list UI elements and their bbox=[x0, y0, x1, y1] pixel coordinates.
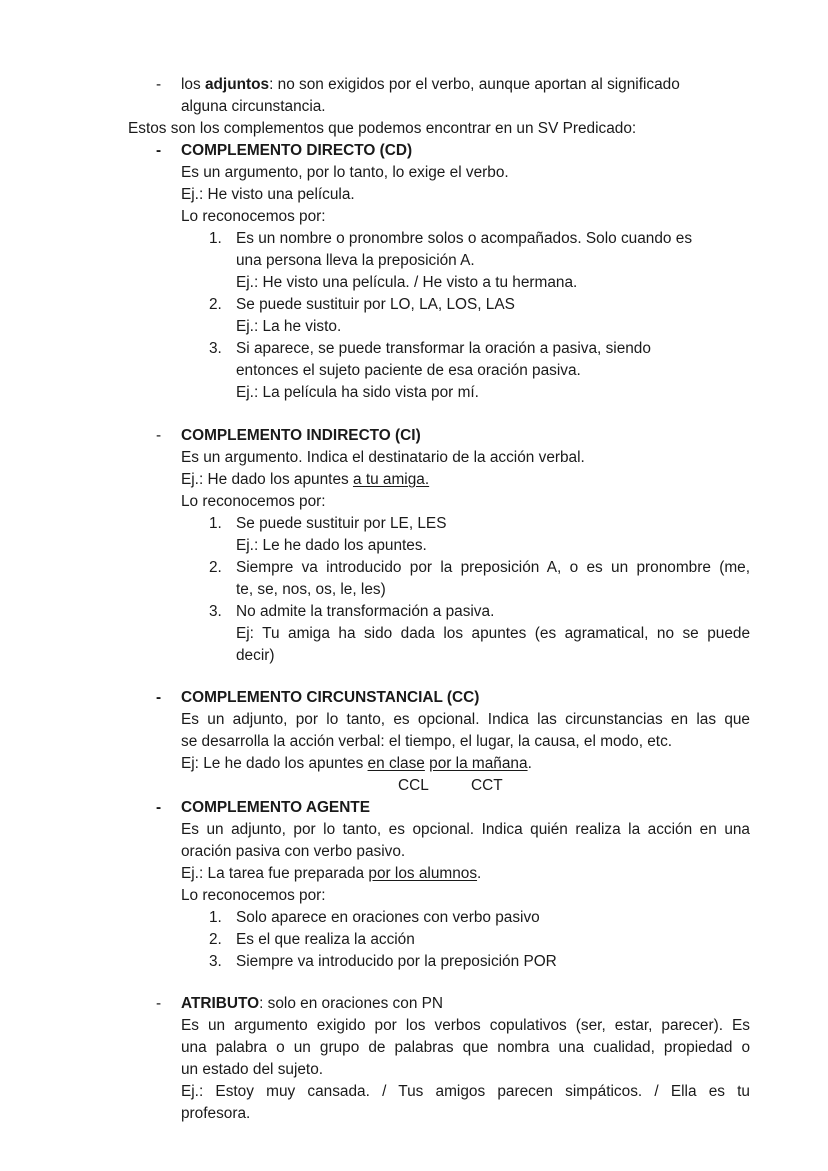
list-item-line: una persona lleva la preposición A. bbox=[236, 252, 475, 269]
list-number: 3. bbox=[209, 953, 222, 970]
list-item-line: decir) bbox=[236, 647, 275, 664]
bullet-dash: - bbox=[156, 142, 162, 159]
intro-paragraph: Estos son los complementos que podemos encontrar en un SV Predicado: bbox=[128, 120, 637, 137]
underlined-agente: por los alumnos bbox=[368, 865, 478, 882]
cd-recognize: Lo reconocemos por: bbox=[181, 208, 326, 225]
text-run: : solo en oraciones con PN bbox=[259, 995, 444, 1012]
bullet-dash: - bbox=[156, 995, 162, 1012]
heading-cc: COMPLEMENTO CIRCUNSTANCIAL (CC) bbox=[181, 689, 480, 706]
list-item-line: Siempre va introducido por la preposición A, o es un pronombre (me, bbox=[236, 559, 750, 576]
list-number: 2. bbox=[209, 931, 222, 948]
list-item-line: Ej: Tu amiga ha sido dada los apuntes (es agramatical, no se puede bbox=[236, 625, 750, 642]
list-number: 1. bbox=[209, 515, 222, 532]
atributo-line: una palabra o un grupo de palabras que nombra una cualidad, propiedad o bbox=[181, 1039, 750, 1056]
underlined-ccl: en clase bbox=[367, 755, 425, 772]
list-item-line: Si aparece, se puede transformar la oración a pasiva, siendo bbox=[236, 340, 651, 357]
underlined-ci: a tu amiga. bbox=[352, 471, 430, 488]
list-item-line: Ej.: He visto una película. / He visto a tu hermana. bbox=[236, 274, 578, 291]
heading-atributo: ATRIBUTO bbox=[181, 995, 260, 1012]
list-item-line: No admite la transformación a pasiva. bbox=[236, 603, 495, 620]
ci-description: Es un argumento. Indica el destinatario de la acción verbal. bbox=[181, 449, 585, 466]
list-item-line: Ej.: Le he dado los apuntes. bbox=[236, 537, 427, 554]
list-item-line: Solo aparece en oraciones con verbo pasivo bbox=[236, 909, 540, 926]
list-number: 3. bbox=[209, 603, 222, 620]
text-run: los bbox=[181, 76, 205, 93]
list-number: 2. bbox=[209, 559, 222, 576]
cc-example bbox=[181, 753, 532, 775]
list-number: 2. bbox=[209, 296, 222, 313]
text-run: . bbox=[477, 865, 482, 882]
list-item-line: Ej.: La he visto. bbox=[236, 318, 342, 335]
list-number: 1. bbox=[209, 909, 222, 926]
list-item-line: te, se, nos, os, le, les) bbox=[236, 581, 386, 598]
ci-recognize: Lo reconocemos por: bbox=[181, 493, 326, 510]
label-ccl: CCL bbox=[398, 777, 429, 794]
atributo-line: un estado del sujeto. bbox=[181, 1061, 324, 1078]
ci-example bbox=[181, 469, 429, 491]
atributo-line: Es un argumento exigido por los verbos copulativos (ser, estar, parecer). Es bbox=[181, 1017, 750, 1034]
term-adjuntos: adjuntos bbox=[204, 76, 270, 93]
text-run: Ej.: He dado los apuntes bbox=[181, 471, 353, 488]
atributo-line: profesora. bbox=[181, 1105, 251, 1122]
list-number: 1. bbox=[209, 230, 222, 247]
cc-description-line-1: Es un adjunto, por lo tanto, es opcional. Indica las circunstancias en las que bbox=[181, 711, 750, 728]
heading-cd: COMPLEMENTO DIRECTO (CD) bbox=[181, 142, 413, 159]
list-number: 3. bbox=[209, 340, 222, 357]
label-cct: CCT bbox=[471, 777, 503, 794]
agente-example bbox=[181, 863, 481, 885]
agente-recognize: Lo reconocemos por: bbox=[181, 887, 326, 904]
list-item-line: Siempre va introducido por la preposición POR bbox=[236, 953, 557, 970]
list-item-line: Ej.: La película ha sido vista por mí. bbox=[236, 384, 479, 401]
heading-ci: COMPLEMENTO INDIRECTO (CI) bbox=[181, 427, 421, 444]
agente-description-line-1: Es un adjunto, por lo tanto, es opcional. Indica quién realiza la acción en una bbox=[181, 821, 750, 838]
list-item-line: Es el que realiza la acción bbox=[236, 931, 415, 948]
text-run: : no son exigidos por el verbo, aunque aportan al significado bbox=[269, 76, 680, 93]
bullet-dash: - bbox=[156, 689, 162, 706]
heading-agente: COMPLEMENTO AGENTE bbox=[181, 799, 370, 816]
adjuntos-line-1 bbox=[181, 74, 680, 96]
list-item-line: entonces el sujeto paciente de esa oración pasiva. bbox=[236, 362, 581, 379]
list-item-line: Se puede sustituir por LE, LES bbox=[236, 515, 447, 532]
cd-example: Ej.: He visto una película. bbox=[181, 186, 355, 203]
list-item-line: Es un nombre o pronombre solos o acompañados. Solo cuando es bbox=[236, 230, 693, 247]
adjuntos-line-2: alguna circunstancia. bbox=[181, 98, 326, 115]
underlined-cct: por la mañana bbox=[429, 755, 528, 772]
cc-description-line-2: se desarrolla la acción verbal: el tiempo, el lugar, la causa, el modo, etc. bbox=[181, 733, 673, 750]
text-run: Ej: Le he dado los apuntes bbox=[181, 755, 368, 772]
atributo-line: Ej.: Estoy muy cansada. / Tus amigos parecen simpáticos. / Ella es tu bbox=[181, 1083, 750, 1100]
list-item-line: Se puede sustituir por LO, LA, LOS, LAS bbox=[236, 296, 515, 313]
bullet-dash: - bbox=[156, 799, 162, 816]
agente-description-line-2: oración pasiva con verbo pasivo. bbox=[181, 843, 406, 860]
bullet-dash: - bbox=[156, 427, 162, 444]
atributo-heading-line bbox=[181, 993, 443, 1015]
cd-description: Es un argumento, por lo tanto, lo exige el verbo. bbox=[181, 164, 509, 181]
text-run: Ej.: La tarea fue preparada bbox=[181, 865, 369, 882]
bullet-dash: - bbox=[156, 76, 162, 93]
text-run: . bbox=[527, 755, 532, 772]
